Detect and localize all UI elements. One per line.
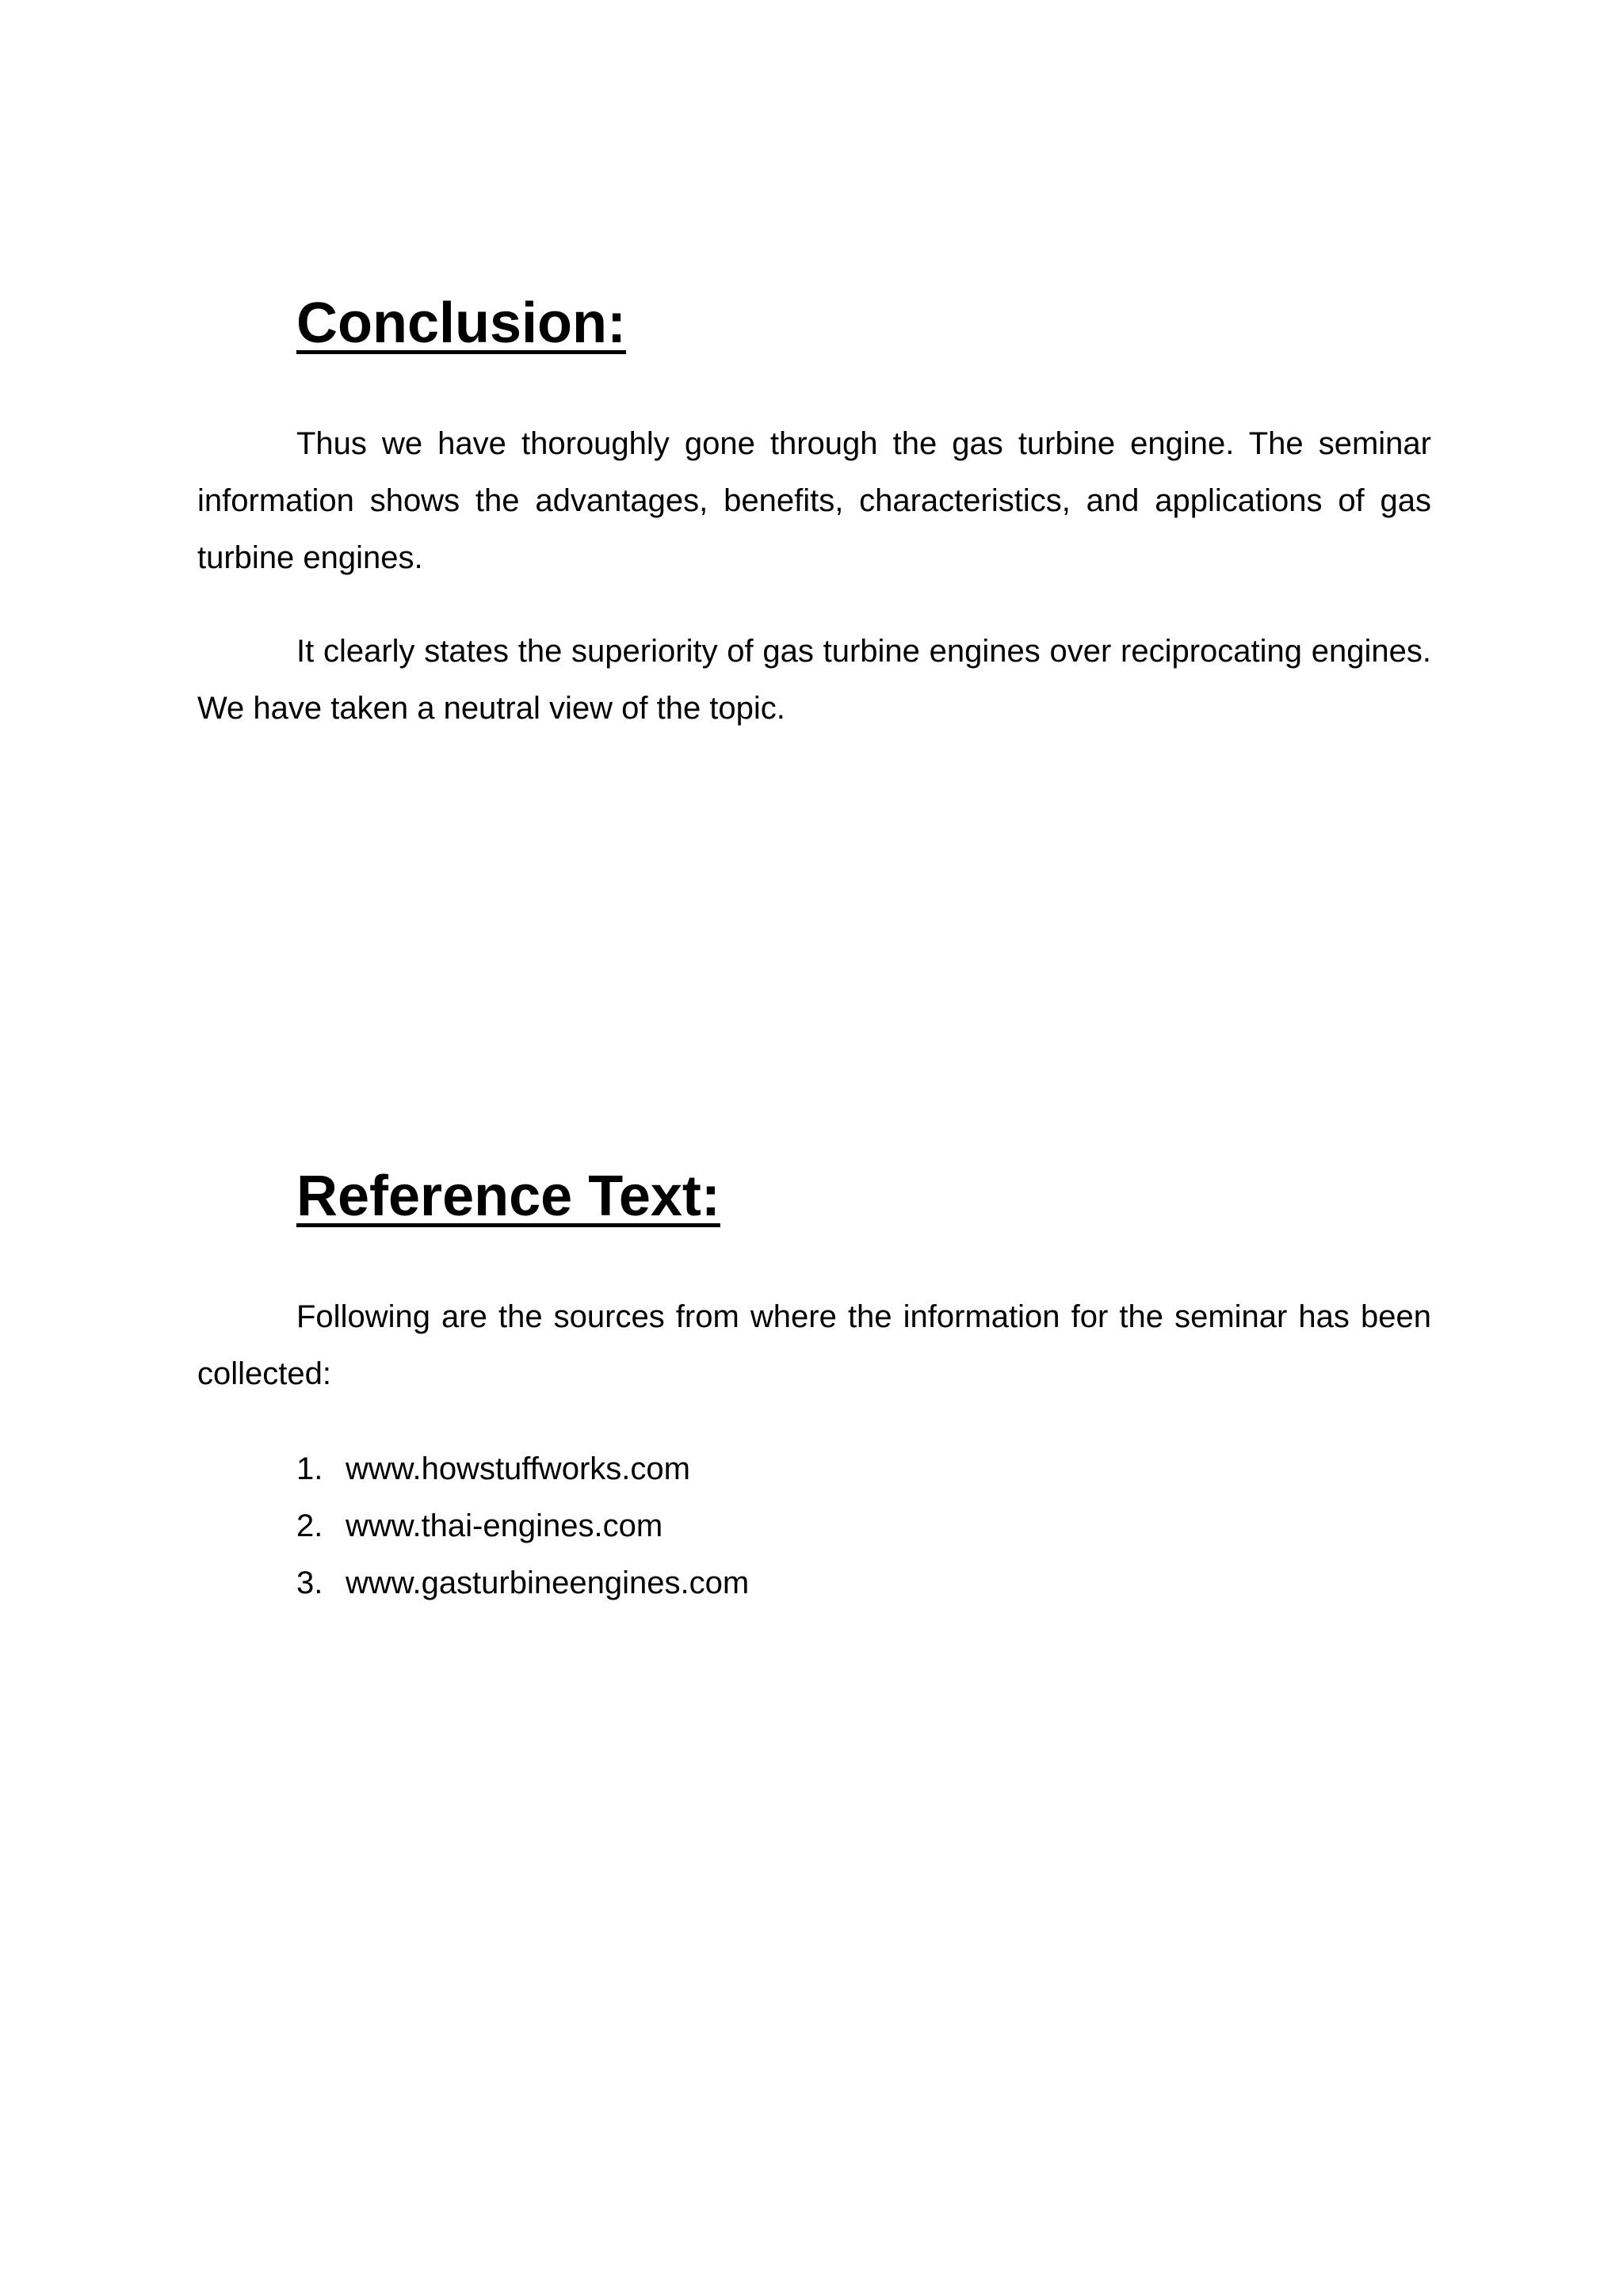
reference-heading: Reference Text: xyxy=(296,1165,720,1228)
reference-url: www.gasturbineengines.com xyxy=(346,1566,750,1600)
conclusion-paragraph-2: It clearly states the superiority of gas turbine engines over reciprocating engines. We have taken a neutral view of the topic. xyxy=(197,634,1431,726)
reference-list-item xyxy=(296,1554,749,1611)
reference-number: 1. xyxy=(296,1451,323,1486)
reference-url: www.howstuffworks.com xyxy=(346,1451,690,1486)
reference-intro-paragraph: Following are the sources from where the information for the seminar has been collected: xyxy=(197,1299,1431,1391)
reference-list-item xyxy=(296,1497,749,1554)
reference-number: 2. xyxy=(296,1508,323,1543)
reference-list-item xyxy=(296,1440,749,1497)
conclusion-paragraph-1: Thus we have thoroughly gone through the gas turbine engine. The seminar information shows the advantages, benefits, characteristics, and applications of gas turbine engines. xyxy=(197,426,1431,575)
conclusion-heading: Conclusion: xyxy=(296,292,626,355)
reference-url: www.thai-engines.com xyxy=(346,1508,663,1543)
reference-number: 3. xyxy=(296,1566,323,1600)
reference-list xyxy=(296,1440,749,1611)
